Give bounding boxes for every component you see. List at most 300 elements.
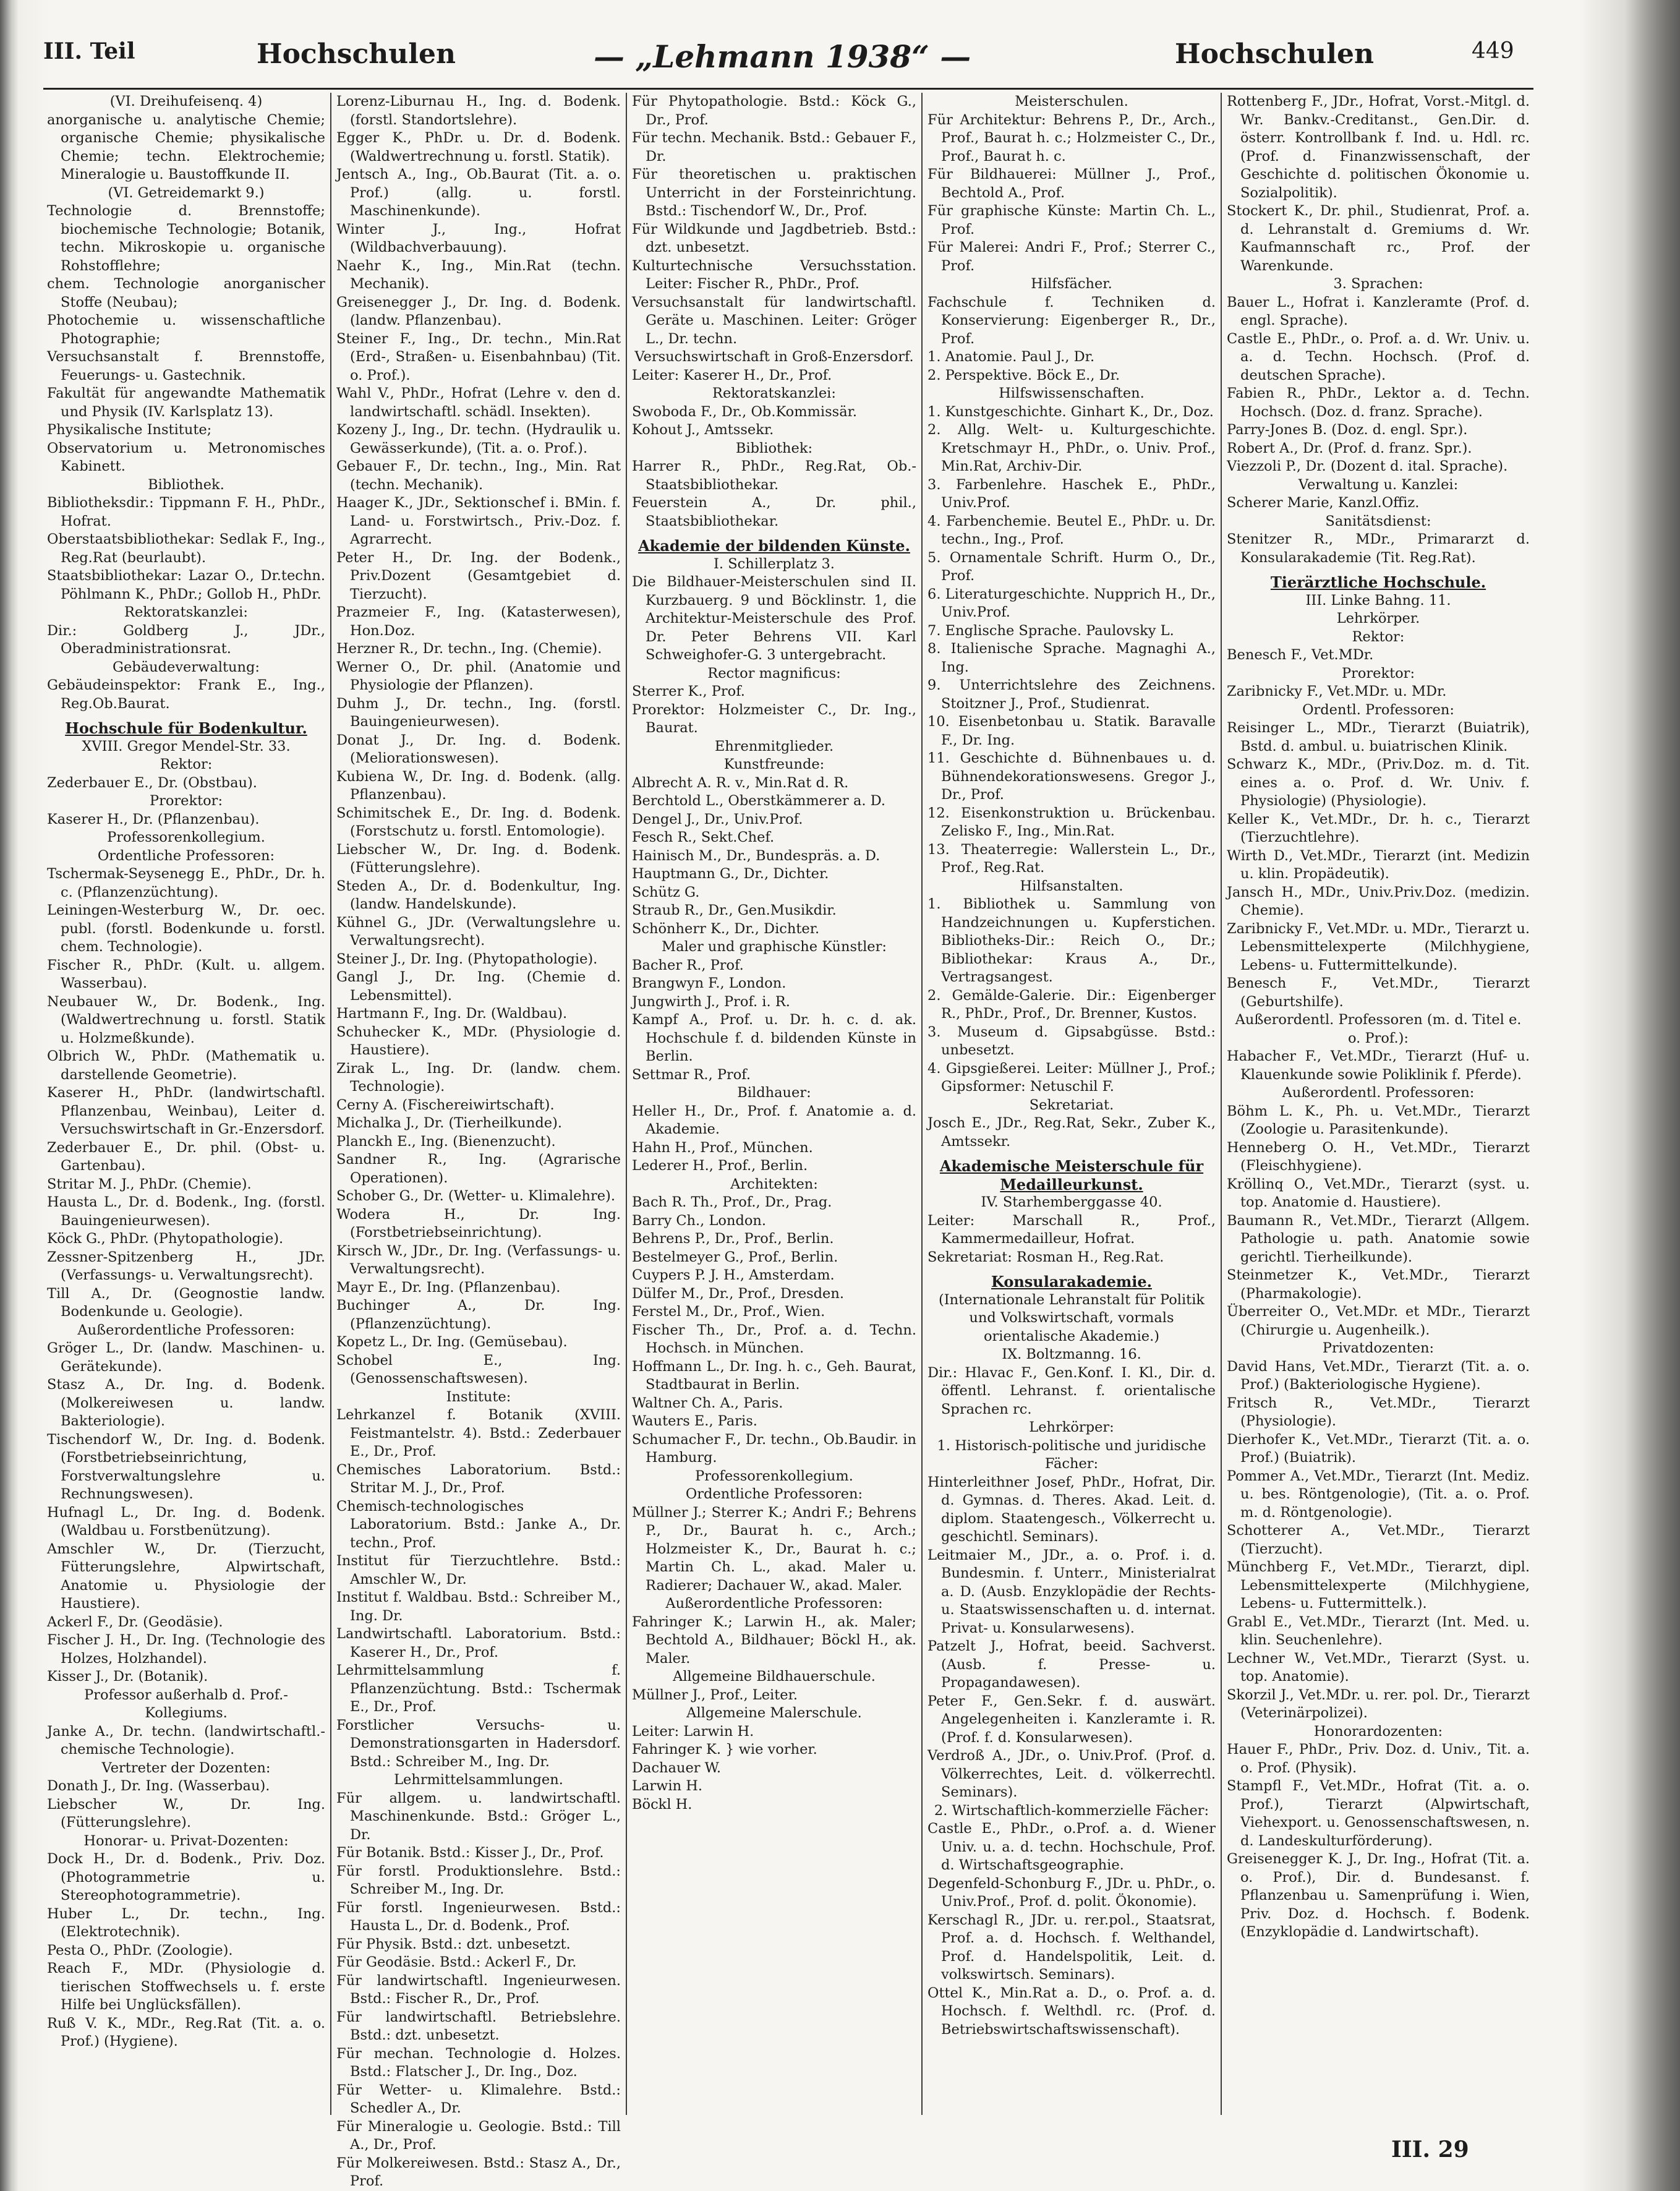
subheading: Allgemeine Malerschule. — [686, 1705, 862, 1721]
subheading: Ordentliche Professoren: — [97, 847, 275, 864]
subheading: Lehrkörper: — [1029, 1419, 1114, 1435]
entry: Pesta O., PhDr. (Zoologie). — [47, 1942, 233, 1958]
entry: Überreiter O., Vet.MDr. et MDr., Tierarzt (Chirurgie u. Augenheilk.). — [1227, 1304, 1530, 1338]
entry: Keller K., Vet.MDr., Dr. h. c., Tierarzt (Tierzuchtlehre). — [1227, 811, 1530, 845]
entry: Leiningen-Westerburg W., Dr. oec. publ. (forstl. Bodenkunde u. forstl. chem. Technologie). — [47, 902, 325, 955]
entry: Settmar R., Prof. — [632, 1066, 751, 1083]
subheading: Sanitätsdienst: — [1325, 513, 1431, 529]
subheading: Professor außerhalb d. Prof.-Kollegiums. — [84, 1686, 288, 1721]
subheading: Sekretariat. — [1029, 1096, 1114, 1113]
subheading: Hilfsfächer. — [1031, 276, 1112, 292]
entry: 2. Gemälde-Galerie. Dir.: Eigenberger R., PhDr., Prof., Dr. Brenner, Kustos. — [927, 987, 1216, 1022]
entry: Gebäudeinspektor: Frank E., Ing., Reg.Ob.Baurat. — [47, 677, 325, 712]
page-edge-shadow — [1624, 0, 1680, 2191]
entry: Castle E., PhDr., o.Prof. a. d. Wiener Univ. u. a. d. techn. Hochschule, Prof. d. Wirtschaftsgeographie. — [927, 1821, 1216, 1873]
subheading: III. Linke Bahng. 11. — [1305, 592, 1451, 609]
column-5 — [1223, 93, 1533, 2115]
book-binding-shadow — [0, 0, 19, 2191]
subheading: Verwaltung u. Kanzlei: — [1298, 476, 1459, 493]
entry: Kozeny J., Ing., Dr. techn. (Hydraulik u. Gewässerkunde), (Tit. a. o. Prof.). — [336, 422, 621, 456]
entry: Robert A., Dr. (Prof. d. franz. Spr.). — [1227, 440, 1472, 456]
entry: Physikalische Institute; — [47, 422, 212, 438]
entry: 4. Farbenchemie. Beutel E., PhDr. u. Dr. techn., Ing., Prof. — [927, 513, 1216, 547]
entry: Liebscher W., Dr. Ing. (Fütterungslehre). — [47, 1796, 325, 1830]
entry: Zederbauer E., Dr. (Obstbau). — [47, 774, 257, 791]
subheading: Prorektor: — [1341, 665, 1415, 681]
subheading: Architekten: — [730, 1176, 818, 1192]
entry: Dierhofer K., Vet.MDr., Tierarzt (Tit. a. o. Prof.) (Buiatrik). — [1227, 1431, 1530, 1466]
entry: Für Physik. Bstd.: dzt. unbesetzt. — [336, 1936, 571, 1952]
entry: Für Molkereiwesen. Bstd.: Stasz A., Dr., Prof. — [336, 2155, 621, 2189]
entry: Huber L., Dr. techn., Ing. (Elektrotechnik). — [47, 1905, 325, 1940]
entry: 1. Kunstgeschichte. Ginhart K., Dr., Doz. — [927, 403, 1214, 420]
subheading: I. Schillerplatz 3. — [714, 555, 835, 572]
subheading: Rector magnificus: — [707, 665, 841, 681]
subheading: (VI. Getreidemarkt 9.) — [108, 184, 265, 201]
entry: Behrens P., Dr., Prof., Berlin. — [632, 1231, 834, 1247]
subheading: Kunstfreunde: — [723, 756, 825, 772]
entry: Naehr K., Ing., Min.Rat (techn. Mechanik). — [336, 257, 621, 292]
entry: 10. Eisenbetonbau u. Statik. Baravalle F., Dr. Ing. — [927, 714, 1216, 748]
entry: Wodera H., Dr. Ing. (Forstbetriebseinrichtung). — [336, 1206, 621, 1241]
entry: 9. Unterrichtslehre des Zeichnens. Stoitzner J., Prof., Studienrat. — [927, 677, 1216, 712]
entry: Stritar M. J., PhDr. (Chemie). — [47, 1176, 252, 1192]
entry: Jentsch A., Ing., Ob.Baurat (Tit. a. o. Prof.) (allg. u. forstl. Maschinenkunde). — [336, 166, 621, 219]
entry: Zaribnicky F., Vet.MDr. u. MDr., Tierarzt u. Lebensmittelexperte (Milchhygiene, Lebens- u. Futtermittelkunde). — [1227, 920, 1530, 973]
entry: Hartmann F., Ing. Dr. (Waldbau). — [336, 1006, 568, 1022]
subheading: Institute: — [446, 1388, 511, 1405]
entry: Für Architektur: Behrens P., Dr., Arch., Prof., Baurat h. c.; Holzmeister C., Dr., Prof., Baurat h. c. — [927, 111, 1216, 164]
entry: Wauters E., Paris. — [632, 1413, 757, 1429]
column-divider — [626, 93, 627, 2115]
entry: Kampf A., Prof. u. Dr. h. c. d. ak. Hochschule f. d. bildenden Künste in Berlin. — [632, 1012, 916, 1064]
entry: Waltner Ch. A., Paris. — [632, 1394, 783, 1411]
entry: Chemisches Laboratorium. Bstd.: Stritar M. J., Dr., Prof. — [336, 1461, 621, 1496]
header-part-label: III. Teil — [43, 38, 135, 64]
entry: Sekretariat: Rosman H., Reg.Rat. — [927, 1249, 1164, 1265]
entry: Neubauer W., Dr. Bodenk., Ing. (Waldwertrechnung u. forstl. Statik u. Holzmeßkunde). — [47, 993, 325, 1046]
footer-page-label: III. 29 — [1391, 2137, 1469, 2163]
subheading: Außerordentliche Professoren: — [77, 1322, 295, 1338]
entry: Gebauer F., Dr. techn., Ing., Min. Rat (techn. Mechanik). — [336, 458, 621, 493]
entry: Leiter: Marschall R., Prof., Kammermedailleur, Hofrat. — [927, 1212, 1216, 1247]
entry: Dir.: Hlavac F., Gen.Konf. I. Kl., Dir. d. öffentl. Lehranst. f. orientalische Sprachen rc. — [927, 1364, 1216, 1417]
column-divider — [1221, 93, 1222, 2115]
entry: Kubiena W., Dr. Ing. d. Bodenk. (allg. Pflanzenbau). — [336, 768, 621, 803]
subheading: Professorenkollegium. — [107, 829, 265, 845]
entry: Ferstel M., Dr., Prof., Wien. — [632, 1304, 825, 1320]
entry: Scherer Marie, Kanzl.Offiz. — [1227, 495, 1420, 511]
entry: Stasz A., Dr. Ing. d. Bodenk. (Molkereiwesen u. landw. Bakteriologie). — [47, 1377, 325, 1429]
entry: Für Bildhauerei: Müllner J., Prof., Bechtold A., Prof. — [927, 166, 1216, 201]
entry: Für Wetter- u. Klimalehre. Bstd.: Schedler A., Dr. — [336, 2082, 621, 2116]
entry: Lechner W., Vet.MDr., Tierarzt (Syst. u. top. Anatomie). — [1227, 1650, 1530, 1685]
entry: Für Malerei: Andri F., Prof.; Sterrer C., Prof. — [927, 239, 1216, 274]
entry: Dengel J., Dr., Univ.Prof. — [632, 811, 803, 827]
entry: Leiter: Larwin H. — [632, 1723, 754, 1740]
entry: Berchtold L., Oberstkämmerer a. D. — [632, 793, 886, 809]
entry: Parry-Jones B. (Doz. d. engl. Spr.). — [1227, 422, 1468, 438]
entry: 6. Literaturgeschichte. Nupprich H., Dr., Univ.Prof. — [927, 586, 1216, 620]
subheading: 1. Historisch-politische und juridische Fächer: — [937, 1437, 1206, 1472]
entry: Mayr E., Dr. Ing. (Pflanzenbau). — [336, 1279, 561, 1296]
entry: Die Bildhauer-Meisterschulen sind II. Kurzbauerg. 9 und Böcklinstr. 1, die Architektur-Meisterschule des Prof. Dr. Peter Behrens VII. Karl Schweighofer-G. 3 untergebracht. — [632, 574, 916, 663]
entry: Bestelmeyer G., Prof., Berlin. — [632, 1249, 838, 1265]
column-2 — [333, 93, 625, 2189]
entry: Brangwyn F., London. — [632, 975, 787, 991]
entry: Tschermak-Seysenegg E., PhDr., Dr. h. c. (Pflanzenzüchtung). — [47, 866, 325, 900]
entry: Für graphische Künste: Martin Ch. L., Prof. — [927, 203, 1216, 237]
entry: Feuerstein A., Dr. phil., Staatsbibliothekar. — [632, 495, 916, 529]
entry: Ottel K., Min.Rat a. D., o. Prof. a. d. Hochsch. f. Welthdl. rc. (Prof. d. Betriebswirtschaftswissenschaft). — [927, 1984, 1216, 2038]
entry: Bach R. Th., Prof., Dr., Prag. — [632, 1194, 832, 1210]
entry: Schimitschek E., Dr. Ing. d. Bodenk. (Forstschutz u. forstl. Entomologie). — [336, 805, 621, 839]
entry: 11. Geschichte d. Bühnenbaues u. d. Bühnendekorationswesens. Gregor J., Dr., Prof. — [927, 750, 1216, 803]
entry: Technologie d. Brennstoffe; biochemische Technologie; Botanik, techn. Mikroskopie u. organische Rohstofflehre; — [47, 203, 325, 274]
entry: Planckh E., Ing. (Bienenzucht). — [336, 1133, 556, 1150]
entry: Institut f. Waldbau. Bstd.: Schreiber M., Ing. Dr. — [336, 1589, 621, 1624]
entry: Fritsch R., Vet.MDr., Tierarzt (Physiologie). — [1227, 1394, 1530, 1429]
entry: Josch E., JDr., Reg.Rat, Sekr., Zuber K., Amtssekr. — [927, 1115, 1216, 1150]
subheading: Bildhauer: — [737, 1085, 811, 1101]
entry: Oberstaatsbibliothekar: Sedlak F., Ing., Reg.Rat (beurlaubt). — [47, 531, 325, 566]
entry: Swoboda F., Dr., Ob.Kommissär. — [632, 403, 858, 420]
entry: Michalka J., Dr. (Tierheilkunde). — [336, 1115, 563, 1131]
section-heading: Hochschule für Bodenkultur. — [65, 719, 307, 737]
header-title: — „Lehmann 1938“ — — [594, 38, 971, 75]
entry: Kisser J., Dr. (Botanik). — [47, 1668, 208, 1685]
column-1 — [43, 93, 329, 2115]
subheading: (VI. Dreihufeisenq. 4) — [109, 93, 263, 109]
entry: Fesch R., Sekt.Chef. — [632, 829, 775, 845]
column-divider — [330, 93, 331, 2115]
entry: 1. Anatomie. Paul J., Dr. — [927, 349, 1095, 365]
entry: Schönherr K., Dr., Dichter. — [632, 920, 820, 937]
section-heading: Tierärztliche Hochschule. — [1270, 573, 1486, 591]
entry: Hauptmann G., Dr., Dichter. — [632, 866, 829, 882]
entry: Wirth D., Vet.MDr., Tierarzt (int. Medizin u. klin. Propädeutik). — [1227, 847, 1530, 882]
subheading: Privatdozenten: — [1322, 1340, 1435, 1356]
entry: Tischendorf W., Dr. Ing. d. Bodenk. (Forstbetriebseinrichtung, Forstverwaltungslehre u. Rechnungswesen). — [47, 1431, 325, 1502]
subheading: Honorar- u. Privat-Dozenten: — [83, 1832, 289, 1849]
entry: Benesch F., Vet.MDr., Tierarzt (Geburtshilfe). — [1227, 975, 1530, 1010]
entry: Hausta L., Dr. d. Bodenk., Ing. (forstl. Bauingenieurwesen). — [47, 1194, 325, 1229]
entry: 8. Italienische Sprache. Magnaghi A., Ing. — [927, 641, 1216, 675]
entry: Zaribnicky F., Vet.MDr. u. MDr. — [1227, 683, 1447, 699]
entry: Wahl V., PhDr., Hofrat (Lehre v. den d. landwirtschaftl. schädl. Insekten). — [336, 385, 621, 420]
entry: Grabl E., Vet.MDr., Tierarzt (Int. Med. u. klin. Seuchenlehre). — [1227, 1613, 1530, 1648]
subheading: Prorektor: — [149, 793, 223, 809]
entry: Hinterleithner Josef, PhDr., Hofrat, Dir. d. Gymnas. d. Theres. Akad. Leit. d. diplom. Staatengesch., Völkerrecht u. geschichtl. Seminars). — [927, 1474, 1216, 1545]
entry: Sandner R., Ing. (Agrarische Operationen). — [336, 1151, 621, 1186]
entry: Fischer Th., Dr., Prof. a. d. Techn. Hochsch. in München. — [632, 1322, 916, 1356]
subheading: Professorenkollegium. — [695, 1467, 853, 1484]
subheading: Rektoratskanzlei: — [712, 385, 836, 401]
entry: Lederer H., Prof., Berlin. — [632, 1158, 808, 1174]
entry: Greisenegger J., Dr. Ing. d. Bodenk. (landw. Pflanzenbau). — [336, 294, 621, 328]
entry: anorganische u. analytische Chemie; organische Chemie; physikalische Chemie; techn. Elektrochemie; Mineralogie u. Baustoffkunde II. — [47, 111, 325, 182]
entry: Lehrkanzel f. Botanik (XVIII. Feistmantelstr. 4). Bstd.: Zederbauer E., Dr., Prof. — [336, 1407, 621, 1459]
entry: Baumann R., Vet.MDr., Tierarzt (Allgem. Pathologie u. path. Anatomie sowie gerichtl. Tierheilkunde). — [1227, 1212, 1530, 1265]
subheading: Ehrenmitglieder. — [714, 738, 834, 754]
entry: Pommer A., Vet.MDr., Tierarzt (Int. Mediz. u. bes. Röntgenologie), (Tit. a. o. Prof. m. d. Röntgenologie). — [1227, 1467, 1530, 1521]
entry: Fahringer K.; Larwin H., ak. Maler; Bechtold A., Bildhauer; Böckl H., ak. Maler. — [632, 1613, 916, 1667]
entry: Dir.: Goldberg J., JDr., Oberadministrationsrat. — [47, 622, 325, 657]
subheading: Lehrmittelsammlungen. — [394, 1772, 563, 1788]
entry: Für Wildkunde und Jagdbetrieb. Bstd.: dzt. unbesetzt. — [632, 221, 916, 255]
entry: Institut für Tierzuchtlehre. Bstd.: Amschler W., Dr. — [336, 1553, 621, 1587]
entry: Gangl J., Dr. Ing. (Chemie d. Lebensmittel). — [336, 969, 621, 1004]
entry: Fischer J. H., Dr. Ing. (Technologie des Holzes, Holzhandel). — [47, 1632, 325, 1667]
entry: Photochemie u. wissenschaftliche Photographie; — [47, 312, 325, 347]
entry: Ackerl F., Dr. (Geodäsie). — [47, 1613, 223, 1630]
entry: Stockert K., Dr. phil., Studienrat, Prof. a. d. Lehranstalt d. Gremiums d. Wr. Kaufmannschaft rc., Prof. der Warenkunde. — [1227, 203, 1530, 274]
entry: chem. Technologie anorganischer Stoffe (Neubau); — [47, 276, 325, 310]
entry: Dülfer M., Dr., Prof., Dresden. — [632, 1285, 844, 1302]
entry: Straub R., Dr., Gen.Musikdir. — [632, 902, 837, 918]
entry: Hoffmann L., Dr. Ing. h. c., Geh. Baurat, Stadtbaurat in Berlin. — [632, 1358, 916, 1393]
entry: Peter H., Dr. Ing. der Bodenk., Priv.Dozent (Gesamtgebiet d. Tierzucht). — [336, 549, 621, 602]
entry: Kaserer H., PhDr. (landwirtschaftl. Pflanzenbau, Weinbau), Leiter d. Versuchswirtschaft in Gr.-Enzersdorf. — [47, 1085, 325, 1137]
entry: Viezzoli P., Dr. (Dozent d. ital. Sprache). — [1227, 458, 1508, 474]
entry: Für allgem. u. landwirtschaftl. Maschinenkunde. Bstd.: Gröger L., Dr. — [336, 1790, 621, 1843]
entry: Köck G., PhDr. (Phytopathologie). — [47, 1231, 284, 1247]
entry: Hufnagl L., Dr. Ing. d. Bodenk. (Waldbau u. Forstbenützung). — [47, 1504, 325, 1539]
entry: Fakultät für angewandte Mathematik und Physik (IV. Karlsplatz 13). — [47, 385, 325, 420]
entry: Schuhecker K., MDr. (Physiologie d. Haustiere). — [336, 1023, 621, 1058]
entry: Dachauer W. — [632, 1759, 722, 1776]
entry: Henneberg O. H., Vet.MDr., Tierarzt (Fleischhygiene). — [1227, 1139, 1530, 1174]
entry: Jansch H., MDr., Univ.Priv.Doz. (medizin. Chemie). — [1227, 884, 1530, 918]
subheading: 2. Wirtschaftlich-kommerzielle Fächer: — [934, 1802, 1209, 1819]
entry: Cerny A. (Fischereiwirtschaft). — [336, 1096, 555, 1113]
entry: Heller H., Dr., Prof. f. Anatomie a. d. Akademie. — [632, 1103, 916, 1137]
entry: Böckl H. — [632, 1796, 693, 1813]
entry: Greisenegger K. J., Dr. Ing., Hofrat (Tit. a. o. Prof.), Dir. d. Bundesanst. f. Pflanzenbau u. Samenprüfung i. Wien, Priv. Doz. d. Hochsch. f. Bodenk. (Enzyklopädie d. Landwirtschaft). — [1227, 1851, 1530, 1940]
subheading: Maler und graphische Künstler: — [662, 939, 887, 955]
subheading: Ordentliche Professoren: — [685, 1486, 863, 1502]
entry: Münchberg F., Vet.MDr., Tierarzt, dipl. Lebensmittelexperte (Milchhygiene, Lebens- u. Futtermittelk.). — [1227, 1559, 1530, 1612]
entry: Für Geodäsie. Bstd.: Ackerl F., Dr. — [336, 1954, 577, 1970]
section-heading: Akademische Meisterschule für Medailleurkunst. — [939, 1157, 1204, 1194]
entry: Castle E., PhDr., o. Prof. a. d. Wr. Univ. u. a. d. Techn. Hochsch. (Prof. d. deutschen Sprache). — [1227, 330, 1530, 383]
entry: Schobel E., Ing. (Genossenschaftswesen). — [336, 1352, 621, 1386]
subheading: Bibliothek: — [735, 440, 813, 456]
entry: Degenfeld-Schonburg F., JDr. u. PhDr., o. Univ.Prof., Prof. d. polit. Ökonomie). — [927, 1875, 1216, 1910]
running-header — [43, 38, 1533, 88]
subheading: XVIII. Gregor Mendel-Str. 33. — [82, 738, 291, 754]
entry: 3. Museum d. Gipsabgüsse. Bstd.: unbesetzt. — [927, 1023, 1216, 1058]
entry: Chemisch-technologisches Laboratorium. Bstd.: Janke A., Dr. techn., Prof. — [336, 1498, 621, 1551]
entry: Für landwirtschaftl. Ingenieurwesen. Bstd.: Fischer R., Dr., Prof. — [336, 1972, 621, 2007]
header-page-number: 449 — [1472, 38, 1514, 64]
entry: Kerschagl R., JDr. u. rer.pol., Staatsrat, Prof. a. d. Hochsch. f. Welthandel, Prof. d. Handelspolitik, Leit. d. volkswirtsch. Seminars). — [927, 1911, 1216, 1983]
entry: Jungwirth J., Prof. i. R. — [632, 993, 790, 1010]
entry: Landwirtschaftl. Laboratorium. Bstd.: Kaserer H., Dr., Prof. — [336, 1626, 621, 1660]
entry: Janke A., Dr. techn. (landwirtschaftl.-chemische Technologie). — [47, 1723, 325, 1757]
entry: Liebscher W., Dr. Ing. d. Bodenk. (Fütterungslehre). — [336, 841, 621, 876]
entry: Müllner J., Prof., Leiter. — [632, 1686, 798, 1703]
entry: Leiter: Kaserer H., Dr., Prof. — [632, 367, 832, 383]
entry: Böhm L. K., Ph. u. Vet.MDr., Tierarzt (Zoologie u. Parasitenkunde). — [1227, 1103, 1530, 1137]
section-heading: Konsularakademie. — [991, 1273, 1152, 1291]
subheading: Meisterschulen. — [1015, 93, 1128, 109]
entry: 7. Englische Sprache. Paulovsky L. — [927, 622, 1174, 639]
subheading: (Internationale Lehranstalt für Politik und Volkswirtschaft, vormals orientalische Akademie.) — [938, 1291, 1205, 1344]
entry: Till A., Dr. (Geognostie landw. Bodenkunde u. Geologie). — [47, 1285, 325, 1320]
subheading: IX. Boltzmanng. 16. — [1002, 1346, 1141, 1362]
entry: Donat J., Dr. Ing. d. Bodenk. (Meliorationswesen). — [336, 732, 621, 766]
entry: Fachschule f. Techniken d. Konservierung: Eigenberger R., Dr., Prof. — [927, 294, 1216, 347]
entry: Egger K., PhDr. u. Dr. d. Bodenk. (Waldwertrechnung u. forstl. Statik). — [336, 130, 621, 164]
entry: 3. Farbenlehre. Haschek E., PhDr., Univ.Prof. — [927, 476, 1216, 511]
entry: Reisinger L., MDr., Tierarzt (Buiatrik), Bstd. d. ambul. u. buiatrischen Klinik. — [1227, 720, 1530, 754]
entry: Für Mineralogie u. Geologie. Bstd.: Till A., Dr., Prof. — [336, 2118, 621, 2153]
entry: Werner O., Dr. phil. (Anatomie und Physiologie der Pflanzen). — [336, 659, 621, 693]
column-3 — [628, 93, 920, 2115]
entry: Für landwirtschaftl. Betriebslehre. Bstd.: dzt. unbesetzt. — [336, 2009, 621, 2043]
entry: Bacher R., Prof. — [632, 957, 744, 973]
subheading: Gebäudeverwaltung: — [113, 659, 260, 675]
entry: Gröger L., Dr. (landw. Maschinen- u. Gerätekunde). — [47, 1340, 325, 1375]
entry: Bibliotheksdir.: Tippmann F. H., PhDr., Hofrat. — [47, 495, 325, 529]
subheading: Hilfsanstalten. — [1020, 878, 1124, 894]
entry: 4. Gipsgießerei. Leiter: Müllner J., Prof.; Gipsformer: Netuschil F. — [927, 1060, 1216, 1095]
entry: Kröllinq O., Vet.MDr., Tierarzt (syst. u. top. Anatomie d. Haustiere). — [1227, 1176, 1530, 1210]
entry: 2. Allg. Welt- u. Kulturgeschichte. Kretschmayr H., PhDr., o. Univ. Prof., Min.Rat, Archiv-Dir. — [927, 422, 1216, 474]
entry: Schumacher F., Dr. techn., Ob.Baudir. in Hamburg. — [632, 1431, 916, 1466]
entry: Für techn. Mechanik. Bstd.: Gebauer F., Dr. — [632, 130, 916, 164]
entry: Dock H., Dr. d. Bodenk., Priv. Doz. (Photogrammetrie u. Stereophotogrammetrie). — [47, 1851, 325, 1903]
entry: Hauer F., PhDr., Priv. Doz. d. Univ., Tit. a. o. Prof. (Physik). — [1227, 1741, 1530, 1776]
entry: David Hans, Vet.MDr., Tierarzt (Tit. a. o. Prof.) (Bakteriologische Hygiene). — [1227, 1358, 1530, 1393]
entry: Hainisch M., Dr., Bundespräs. a. D. — [632, 847, 881, 864]
entry: Reach F., MDr. (Physiologie d. tierischen Stoffwechsels u. f. erste Hilfe bei Unglücksfällen). — [47, 1960, 325, 2013]
entry: Haager K., JDr., Sektionschef i. BMin. f. Land- u. Forstwirtsch., Priv.-Doz. f. Agrarrecht. — [336, 495, 621, 547]
entry: Harrer R., PhDr., Reg.Rat, Ob.-Staatsbibliothekar. — [632, 458, 916, 493]
subheading: Bibliothek. — [148, 476, 224, 493]
entry: Staatsbibliothekar: Lazar O., Dr.techn. Pöhlmann K., PhDr.; Gollob H., PhDr. — [47, 568, 325, 602]
entry: Für Botanik. Bstd.: Kisser J., Dr., Prof. — [336, 1845, 604, 1861]
section-heading: Akademie der bildenden Künste. — [638, 537, 910, 555]
entry: 12. Eisenkonstruktion u. Brückenbau. Zelisko F., Ing., Min.Rat. — [927, 805, 1216, 839]
entry: Kirsch W., JDr., Dr. Ing. (Verfassungs- u. Verwaltungsrecht). — [336, 1242, 621, 1277]
entry: Schober G., Dr. (Wetter- u. Klimalehre). — [336, 1188, 615, 1204]
entry: Ruß V. K., MDr., Reg.Rat (Tit. a. o. Prof.) (Hygiene). — [47, 2015, 325, 2049]
entry: Forstlicher Versuchs- u. Demonstrationsgarten in Hadersdorf. Bstd.: Schreiber M., Ing. Dr. — [336, 1717, 621, 1770]
column-4 — [924, 93, 1219, 2115]
entry: Sterrer K., Prof. — [632, 683, 745, 699]
entry: Kohout J., Amtssekr. — [632, 422, 774, 438]
header-section-right: Hochschulen — [1175, 38, 1374, 70]
entry: Schwarz K., MDr., (Priv.Doz. m. d. Tit. eines a. o. Prof. d. Wr. Univ. f. Physiologie) (Physiologie). — [1227, 756, 1530, 809]
entry: Olbrich W., PhDr. (Mathematik u. darstellende Geometrie). — [47, 1048, 325, 1083]
subheading: IV. Starhemberggasse 40. — [981, 1194, 1162, 1210]
entry: Für theoretischen u. praktischen Unterricht in der Forsteinrichtung. Bstd.: Tischendorf W., Dr., Prof. — [632, 166, 916, 219]
entry: Stenitzer R., MDr., Primararzt d. Konsularakademie (Tit. Reg.Rat). — [1227, 531, 1530, 566]
entry: Patzelt J., Hofrat, beeid. Sachverst. (Ausb. f. Presse- u. Propagandawesen). — [927, 1638, 1216, 1691]
entry: Rottenberg F., JDr., Hofrat, Vorst.-Mitgl. d. Wr. Bankv.-Creditanst., Gen.Dir. d. österr. Kontrollbank f. Ind. u. Hdl. rc. (Prof. d. Finanzwissenschaft, der Geschichte d. politischen Ökonomie u. Sozialpolitik). — [1227, 93, 1530, 201]
entry: Hahn H., Prof., München. — [632, 1139, 813, 1156]
subheading: Lehrkörper. — [1336, 610, 1420, 626]
entry: Versuchsanstalt f. Brennstoffe, Feuerungs- u. Gastechnik. — [47, 349, 325, 383]
subheading: Ordentl. Professoren: — [1302, 701, 1454, 718]
subheading: Außerordentliche Professoren: — [665, 1595, 883, 1612]
entry: Fabien R., PhDr., Lektor a. d. Techn. Hochsch. (Doz. d. franz. Sprache). — [1227, 385, 1530, 420]
header-rule — [43, 88, 1533, 90]
entry: Observatorium u. Metronomisches Kabinett. — [47, 440, 325, 474]
subheading: Außerordentl. Professoren: — [1282, 1085, 1475, 1101]
entry: Steiner J., Dr. Ing. (Phytopathologie). — [336, 950, 598, 967]
entry: Donath J., Dr. Ing. (Wasserbau). — [47, 1778, 270, 1794]
subheading: Rektoratskanzlei: — [124, 604, 248, 620]
entry: 2. Perspektive. Böck E., Dr. — [927, 367, 1120, 383]
subheading: 3. Sprachen: — [1333, 276, 1423, 292]
entry: Habacher F., Vet.MDr., Tierarzt (Huf- u. Klauenkunde sowie Poliklinik f. Pferde). — [1227, 1048, 1530, 1083]
entry: Zederbauer E., Dr. phil. (Obst- u. Gartenbau). — [47, 1139, 325, 1174]
entry: Versuchsanstalt für landwirtschaftl. Geräte u. Maschinen. Leiter: Gröger L., Dr. techn. — [632, 294, 916, 347]
entry: Kulturtechnische Versuchsstation. Leiter: Fischer R., PhDr., Prof. — [632, 257, 916, 292]
entry: Bauer L., Hofrat i. Kanzleramte (Prof. d. engl. Sprache). — [1227, 294, 1530, 328]
entry: 1. Bibliothek u. Sammlung von Handzeichnungen u. Kupferstichen. Bibliotheks-Dir.: Reich O., Dr.; Bibliothekar: Kraus A., Dr., Vertragsangest. — [927, 896, 1216, 985]
entry: Kaserer H., Dr. (Pflanzenbau). — [47, 811, 260, 827]
entry: Amschler W., Dr. (Tierzucht, Fütterungslehre, Alpwirtschaft, Anatomie u. Physiologie der Haustiere). — [47, 1540, 325, 1612]
subheading: Versuchswirtschaft in Groß-Enzersdorf. — [634, 349, 914, 365]
entry: Buchinger A., Dr. Ing. (Pflanzenzüchtung). — [336, 1297, 621, 1332]
entry: Steinmetzer K., Vet.MDr., Tierarzt (Pharmakologie). — [1227, 1267, 1530, 1302]
entry: Cuypers P. J. H., Amsterdam. — [632, 1267, 835, 1283]
entry: Stampfl F., Vet.MDr., Hofrat (Tit. a. o. Prof.), Tierarzt (Alpwirtschaft, Viehexport. u. Genossenschaftswesen, n. d. Landeskulturförderung). — [1227, 1778, 1530, 1849]
subheading: Honorardozenten: — [1313, 1723, 1443, 1740]
entry: Zessner-Spitzenberg H., JDr. (Verfassungs- u. Verwaltungsrecht). — [47, 1249, 325, 1283]
subheading: Außerordentl. Professoren (m. d. Titel e. o. Prof.): — [1235, 1012, 1522, 1046]
entry: Für forstl. Produktionslehre. Bstd.: Schreiber M., Ing. Dr. — [336, 1863, 621, 1897]
entry: Für mechan. Technologie d. Holzes. Bstd.: Flatscher J., Dr. Ing., Doz. — [336, 2045, 621, 2080]
entry: Kühnel G., JDr. (Verwaltungslehre u. Verwaltungsrecht). — [336, 914, 621, 949]
entry: Für Phytopathologie. Bstd.: Köck G., Dr., Prof. — [632, 93, 916, 128]
entry: Skorzil J., Vet.MDr. u. rer. pol. Dr., Tierarzt (Veterinärpolizei). — [1227, 1686, 1530, 1721]
entry: Steden A., Dr. d. Bodenkultur, Ing. (landw. Handelskunde). — [336, 878, 621, 912]
entry: Herzner R., Dr. techn., Ing. (Chemie). — [336, 641, 602, 657]
subheading: Vertreter der Dozenten: — [101, 1759, 271, 1776]
entry: Zirak L., Ing. Dr. (landw. chem. Technologie). — [336, 1060, 621, 1095]
entry: Lorenz-Liburnau H., Ing. d. Bodenk. (forstl. Standortslehre). — [336, 93, 621, 128]
entry: Prorektor: Holzmeister C., Dr. Ing., Baurat. — [632, 701, 916, 736]
entry: 5. Ornamentale Schrift. Hurm O., Dr., Prof. — [927, 549, 1216, 584]
entry: Prazmeier F., Ing. (Katasterwesen), Hon.Doz. — [336, 604, 621, 639]
subheading: Rektor: — [1352, 628, 1405, 645]
entry: Schotterer A., Vet.MDr., Tierarzt (Tierzucht). — [1227, 1523, 1530, 1557]
header-section-left: Hochschulen — [257, 38, 456, 70]
entry: 13. Theaterregie: Wallerstein L., Dr., Prof., Reg.Rat. — [927, 841, 1216, 876]
entry: Steiner F., Ing., Dr. techn., Min.Rat (Erd-, Straßen- u. Eisenbahnbau) (Tit. o. Prof.). — [336, 330, 621, 383]
entry: Leitmaier M., JDr., a. o. Prof. i. d. Bundesmin. f. Unterr., Ministerialrat a. D. (Ausb. Enzyklopädie der Rechts- u. Staatswissenschaften u. d. internat. Privat- u. Konsularwesens). — [927, 1547, 1216, 1636]
entry: Winter J., Ing., Hofrat (Wildbachverbauung). — [336, 221, 621, 255]
entry: Larwin H. — [632, 1778, 702, 1794]
entry: Lehrmittelsammlung f. Pflanzenzüchtung. Bstd.: Tschermak E., Dr., Prof. — [336, 1662, 621, 1715]
subheading: Allgemeine Bildhauerschule. — [673, 1668, 876, 1685]
subheading: Rektor: — [160, 756, 213, 772]
column-divider — [921, 93, 923, 2115]
entry: Müllner J.; Sterrer K.; Andri F.; Behrens P., Dr., Baurat h. c., Arch.; Holzmeister K., Dr., Baurat h. c.; Martin Ch. L., akad. Maler u. Radierer; Dachauer W., akad. Maler. — [632, 1504, 916, 1594]
entry: Duhm J., Dr. techn., Ing. (forstl. Bauingenieurwesen). — [336, 695, 621, 730]
entry: Albrecht A. R. v., Min.Rat d. R. — [632, 774, 849, 791]
entry: Fischer R., PhDr. (Kult. u. allgem. Wasserbau). — [47, 957, 325, 991]
entry: Verdroß A., JDr., o. Univ.Prof. (Prof. d. Völkerrechtes, Leit. d. völkerrechtl. Seminars). — [927, 1748, 1216, 1800]
entry: Kopetz L., Dr. Ing. (Gemüsebau). — [336, 1334, 568, 1350]
entry: Fahringer K. } wie vorher. — [632, 1741, 817, 1757]
entry: Peter F., Gen.Sekr. f. d. auswärt. Angelegenheiten i. Kanzleramte i. R. (Prof. f. d. Konsularwesen). — [927, 1693, 1216, 1746]
